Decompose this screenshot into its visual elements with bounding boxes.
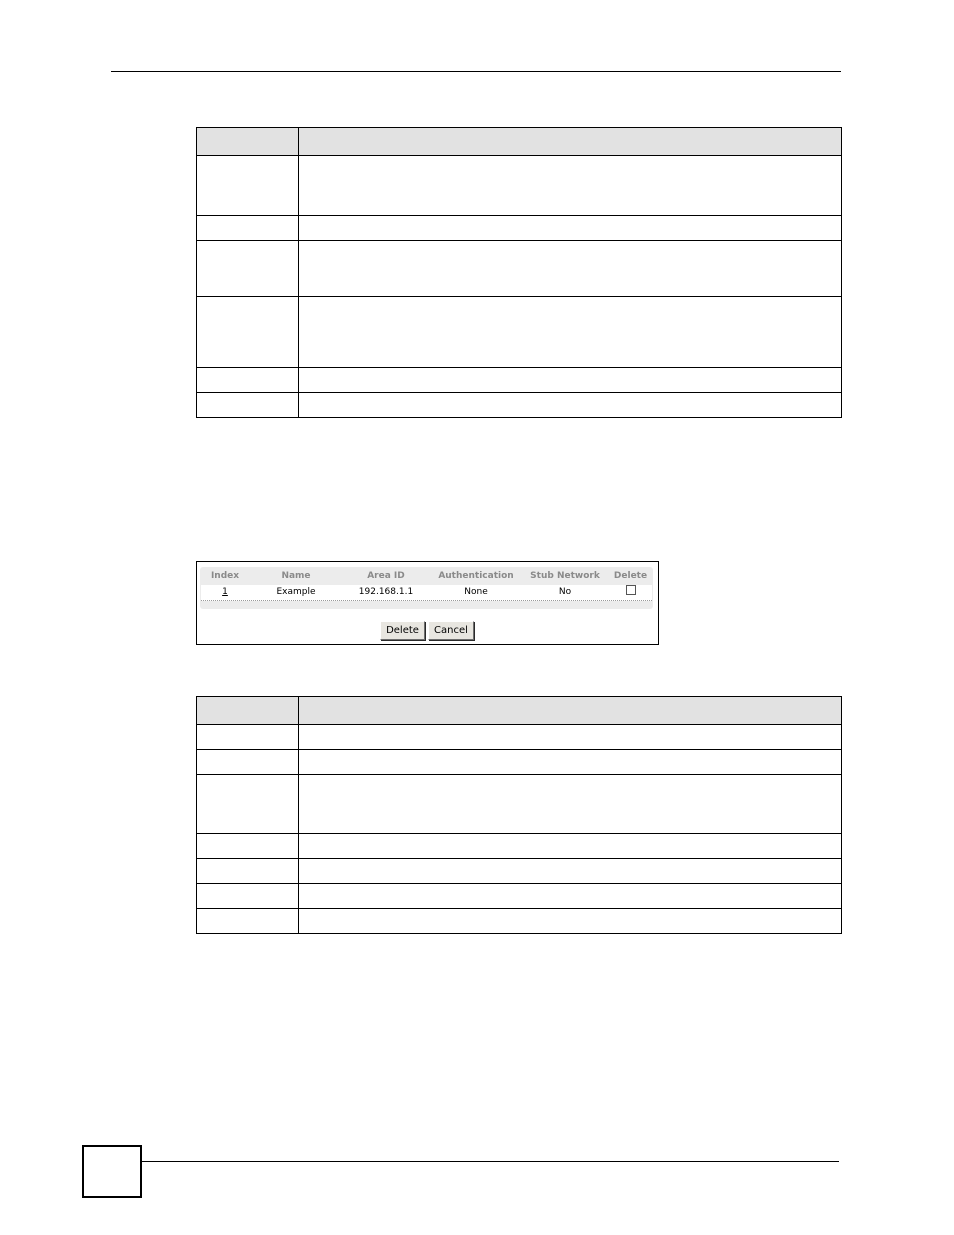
table-cell bbox=[197, 297, 299, 368]
table-cell bbox=[299, 297, 842, 368]
field-description-table-bottom bbox=[196, 696, 842, 934]
table-cell bbox=[197, 241, 299, 297]
area-index-link[interactable]: 1 bbox=[222, 587, 228, 597]
column-header-authentication: Authentication bbox=[438, 571, 514, 581]
column-header-name: Name bbox=[281, 571, 311, 581]
table-row bbox=[197, 393, 842, 418]
table-header-cell bbox=[197, 697, 299, 725]
delete-button[interactable]: Delete bbox=[380, 621, 425, 640]
ospf-area-screenshot bbox=[196, 561, 659, 645]
table-cell bbox=[197, 859, 299, 884]
table-row bbox=[197, 156, 842, 216]
delete-cell bbox=[608, 585, 653, 600]
table-header-cell bbox=[197, 128, 299, 156]
footer-rule bbox=[140, 1161, 839, 1162]
column-header-area-id: Area ID bbox=[367, 571, 405, 581]
index-cell bbox=[200, 585, 250, 600]
table-cell bbox=[299, 156, 842, 216]
table-header-row bbox=[197, 128, 842, 156]
stub-network-cell: No bbox=[558, 587, 572, 597]
table-cell bbox=[197, 884, 299, 909]
column-header-index: Index bbox=[210, 571, 240, 581]
cancel-button[interactable]: Cancel bbox=[428, 621, 474, 640]
table-header-cell bbox=[299, 128, 842, 156]
table-cell bbox=[299, 775, 842, 834]
table-cell bbox=[299, 241, 842, 297]
authentication-cell: None bbox=[464, 587, 488, 597]
table-cell bbox=[197, 156, 299, 216]
table-cell bbox=[299, 368, 842, 393]
table-row bbox=[197, 859, 842, 884]
grid-header-row bbox=[200, 569, 653, 583]
table-cell bbox=[197, 750, 299, 775]
table-row bbox=[197, 368, 842, 393]
area-list-grid bbox=[200, 567, 653, 609]
area-id-cell: 192.168.1.1 bbox=[358, 587, 414, 597]
table-cell bbox=[299, 393, 842, 418]
table-row bbox=[197, 909, 842, 934]
column-header-delete: Delete bbox=[613, 571, 648, 581]
table-row bbox=[197, 884, 842, 909]
header-rule bbox=[111, 71, 841, 72]
table-cell bbox=[197, 909, 299, 934]
table-row bbox=[197, 725, 842, 750]
table-cell bbox=[299, 725, 842, 750]
table-cell bbox=[299, 216, 842, 241]
table-cell bbox=[197, 775, 299, 834]
table-cell bbox=[299, 834, 842, 859]
table-cell bbox=[299, 909, 842, 934]
table-row bbox=[201, 585, 652, 601]
table-row bbox=[197, 775, 842, 834]
table-header-cell bbox=[299, 697, 842, 725]
table-cell bbox=[197, 368, 299, 393]
table-header-row bbox=[197, 697, 842, 725]
area-name-cell: Example bbox=[276, 587, 316, 597]
table-cell bbox=[197, 393, 299, 418]
table-row bbox=[197, 834, 842, 859]
table-row bbox=[197, 750, 842, 775]
table-cell bbox=[197, 216, 299, 241]
column-header-stub-network: Stub Network bbox=[530, 571, 600, 581]
table-row bbox=[197, 216, 842, 241]
table-cell bbox=[299, 750, 842, 775]
table-cell bbox=[299, 884, 842, 909]
table-row bbox=[197, 297, 842, 368]
table-cell bbox=[197, 725, 299, 750]
page-number-box bbox=[82, 1145, 142, 1198]
table-cell bbox=[299, 859, 842, 884]
table-cell bbox=[197, 834, 299, 859]
field-description-table-top bbox=[196, 127, 842, 418]
table-row bbox=[197, 241, 842, 297]
delete-checkbox[interactable] bbox=[626, 585, 636, 595]
